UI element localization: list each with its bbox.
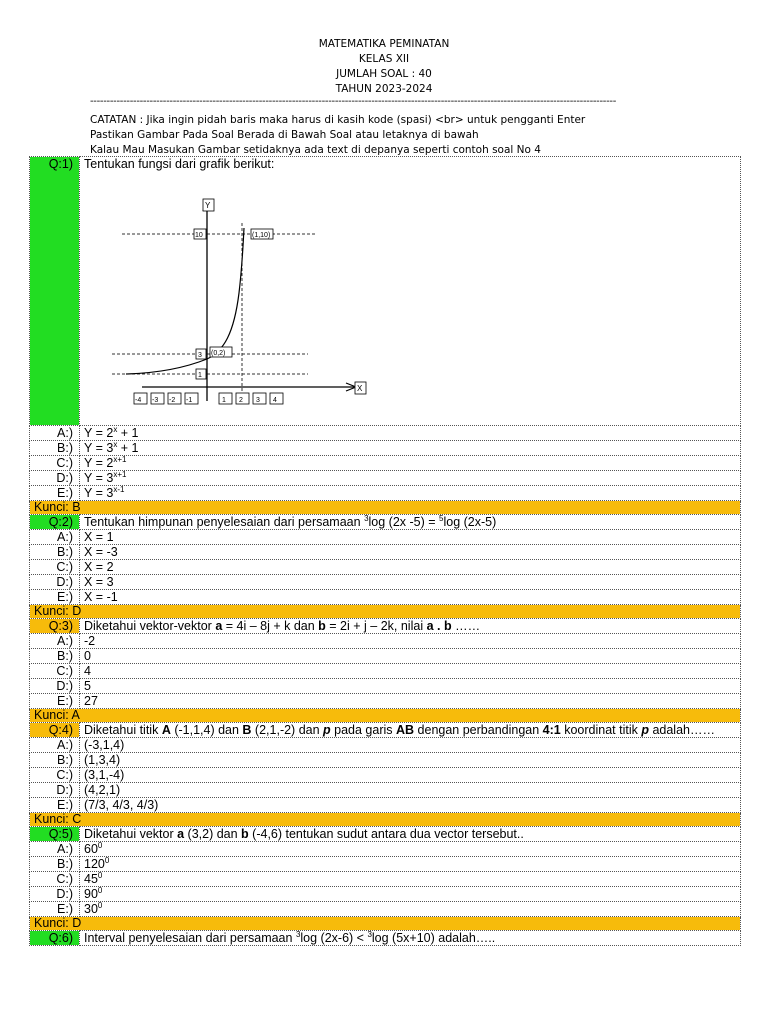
y-tick-label: 1 (198, 372, 202, 379)
option-text: 5 (80, 679, 741, 694)
option-row (30, 694, 741, 709)
option-label: D:) (30, 679, 80, 694)
option-row (30, 664, 741, 679)
document-header (0, 37, 768, 97)
option-text: X = -1 (80, 590, 741, 605)
question-row (30, 931, 741, 946)
option-row (30, 768, 741, 783)
option-label: B:) (30, 545, 80, 560)
question-number: Q:2) (30, 515, 80, 530)
y-tick-label: 10 (195, 232, 203, 239)
question-text: Interval penyelesaian dari persamaan $^3$log (2x-6) < $^3$log (5x+10) adalah….. (80, 931, 741, 946)
school-year: TAHUN 2023-2024 (335, 83, 433, 95)
answer-key: Kunci: A (30, 709, 741, 723)
x-tick-label: -4 (135, 397, 142, 404)
option-row (30, 857, 741, 872)
question-text: Diketahui titik A (-1,1,4) dan B (2,1,-2) dan p pada garis AB dengan perbandingan 4:1 koordinat titik p adalah…… (80, 723, 741, 738)
option-row (30, 649, 741, 664)
option-row (30, 575, 741, 590)
option-text: (7/3, 4/3, 4/3) (80, 798, 741, 813)
option-text: $Y = 3^x + 1$ (80, 441, 741, 456)
option-text: X = 1 (80, 530, 741, 545)
answer-key-row (30, 605, 741, 619)
option-text: $Y = 3^{x+1}$ (80, 471, 741, 486)
option-text: $90^0$ (80, 887, 741, 902)
option-label: A:) (30, 842, 80, 857)
answer-key-row (30, 501, 741, 515)
option-text: 4 (80, 664, 741, 679)
option-row (30, 753, 741, 768)
x-tick-label: 4 (273, 397, 277, 404)
answer-key-row (30, 917, 741, 931)
option-label: D:) (30, 887, 80, 902)
option-label: B:) (30, 753, 80, 768)
option-text: $45^0$ (80, 872, 741, 887)
x-tick-label: 2 (239, 397, 243, 404)
divider-line: --------------------------------------------------------------------------------------------------------------------------------------------------------------- (90, 96, 617, 107)
option-label: E:) (30, 902, 80, 917)
question-number: Q:1) (30, 157, 80, 426)
point-label: (1,10) (252, 232, 271, 239)
answer-key: Kunci: D (30, 917, 741, 931)
note-line: CATATAN : Jika ingin pidah baris maka harus di kasih kode (spasi) <br> untuk pengganti Enter (90, 114, 586, 126)
option-row (30, 783, 741, 798)
option-label: D:) (30, 471, 80, 486)
question-number: Q:3) (30, 619, 80, 634)
option-text: $Y = 2^x + 1$ (80, 426, 741, 441)
option-label: C:) (30, 664, 80, 679)
answer-key: Kunci: B (30, 501, 741, 515)
option-row (30, 590, 741, 605)
option-label: C:) (30, 872, 80, 887)
option-label: C:) (30, 768, 80, 783)
question-row (30, 157, 741, 426)
question-text: Diketahui vektor-vektor a = 4i – 8j + k dan b = 2i + j – 2k, nilai a . b …… (80, 619, 741, 634)
question-text: Diketahui vektor a (3,2) dan b (-4,6) tentukan sudut antara dua vector tersebut.. (80, 827, 741, 842)
option-row (30, 545, 741, 560)
answer-key-row (30, 709, 741, 723)
question-number: Q:6) (30, 931, 80, 946)
question-table (29, 156, 741, 946)
option-label: A:) (30, 634, 80, 649)
x-tick-label: -2 (169, 397, 176, 404)
question-number: Q:4) (30, 723, 80, 738)
subject-title: MATEMATIKA PEMINATAN (318, 38, 450, 50)
note-line: Kalau Mau Masukan Gambar setidaknya ada text di depanya seperti contoh soal No 4 (90, 144, 541, 156)
option-row (30, 634, 741, 649)
x-tick-label: 1 (222, 397, 226, 404)
x-tick-label: -3 (152, 397, 159, 404)
option-text: $60^0$ (80, 842, 741, 857)
option-row (30, 530, 741, 545)
option-row (30, 456, 741, 471)
option-text: (3,1,-4) (80, 768, 741, 783)
option-row (30, 679, 741, 694)
option-label: E:) (30, 694, 80, 709)
question-row (30, 515, 741, 530)
option-label: B:) (30, 857, 80, 872)
option-text: X = 2 (80, 560, 741, 575)
question-row (30, 619, 741, 634)
option-text: $Y = 3^{x-1}$ (80, 486, 741, 501)
question-row (30, 827, 741, 842)
option-label: D:) (30, 575, 80, 590)
question-text: Tentukan himpunan penyelesaian dari persamaan $^3$log (2x -5) = $^5$log (2x-5) (80, 515, 741, 530)
answer-key: Kunci: C (30, 813, 741, 827)
option-label: C:) (30, 560, 80, 575)
option-text: -2 (80, 634, 741, 649)
question-cell (80, 157, 741, 426)
notes-block (90, 113, 585, 158)
option-row (30, 902, 741, 917)
option-row (30, 738, 741, 753)
option-row (30, 471, 741, 486)
option-text: X = -3 (80, 545, 741, 560)
x-axis-label: X (357, 384, 363, 393)
option-text: 27 (80, 694, 741, 709)
class-label: KELAS XII (358, 53, 410, 65)
option-row (30, 842, 741, 857)
option-label: A:) (30, 738, 80, 753)
y-axis-label: Y (205, 201, 211, 210)
function-graph (82, 173, 382, 413)
option-text: (1,3,4) (80, 753, 741, 768)
answer-key: Kunci: D (30, 605, 741, 619)
option-row (30, 798, 741, 813)
option-text: 0 (80, 649, 741, 664)
y-tick-label: 3 (198, 352, 202, 359)
option-label: B:) (30, 649, 80, 664)
option-label: E:) (30, 798, 80, 813)
option-label: B:) (30, 441, 80, 456)
question-row (30, 723, 741, 738)
option-label: A:) (30, 426, 80, 441)
option-label: E:) (30, 590, 80, 605)
note-line: Pastikan Gambar Pada Soal Berada di Bawah Soal atau letaknya di bawah (90, 129, 479, 141)
option-text: (4,2,1) (80, 783, 741, 798)
option-label: E:) (30, 486, 80, 501)
option-row (30, 426, 741, 441)
option-row (30, 887, 741, 902)
question-text: Tentukan fungsi dari grafik berikut: (84, 157, 275, 171)
x-tick-label: 3 (256, 397, 260, 404)
option-row (30, 560, 741, 575)
option-label: D:) (30, 783, 80, 798)
option-label: A:) (30, 530, 80, 545)
option-text: $Y = 2^{x+1}$ (80, 456, 741, 471)
option-text: $30^0$ (80, 902, 741, 917)
question-number: Q:5) (30, 827, 80, 842)
option-text: X = 3 (80, 575, 741, 590)
option-row (30, 441, 741, 456)
option-row (30, 872, 741, 887)
option-text: $120^0$ (80, 857, 741, 872)
x-tick-label: -1 (186, 397, 193, 404)
option-text: (-3,1,4) (80, 738, 741, 753)
point-label: (0,2) (211, 350, 226, 357)
question-count: JUMLAH SOAL : 40 (336, 68, 432, 80)
option-label: C:) (30, 456, 80, 471)
answer-key-row (30, 813, 741, 827)
option-row (30, 486, 741, 501)
